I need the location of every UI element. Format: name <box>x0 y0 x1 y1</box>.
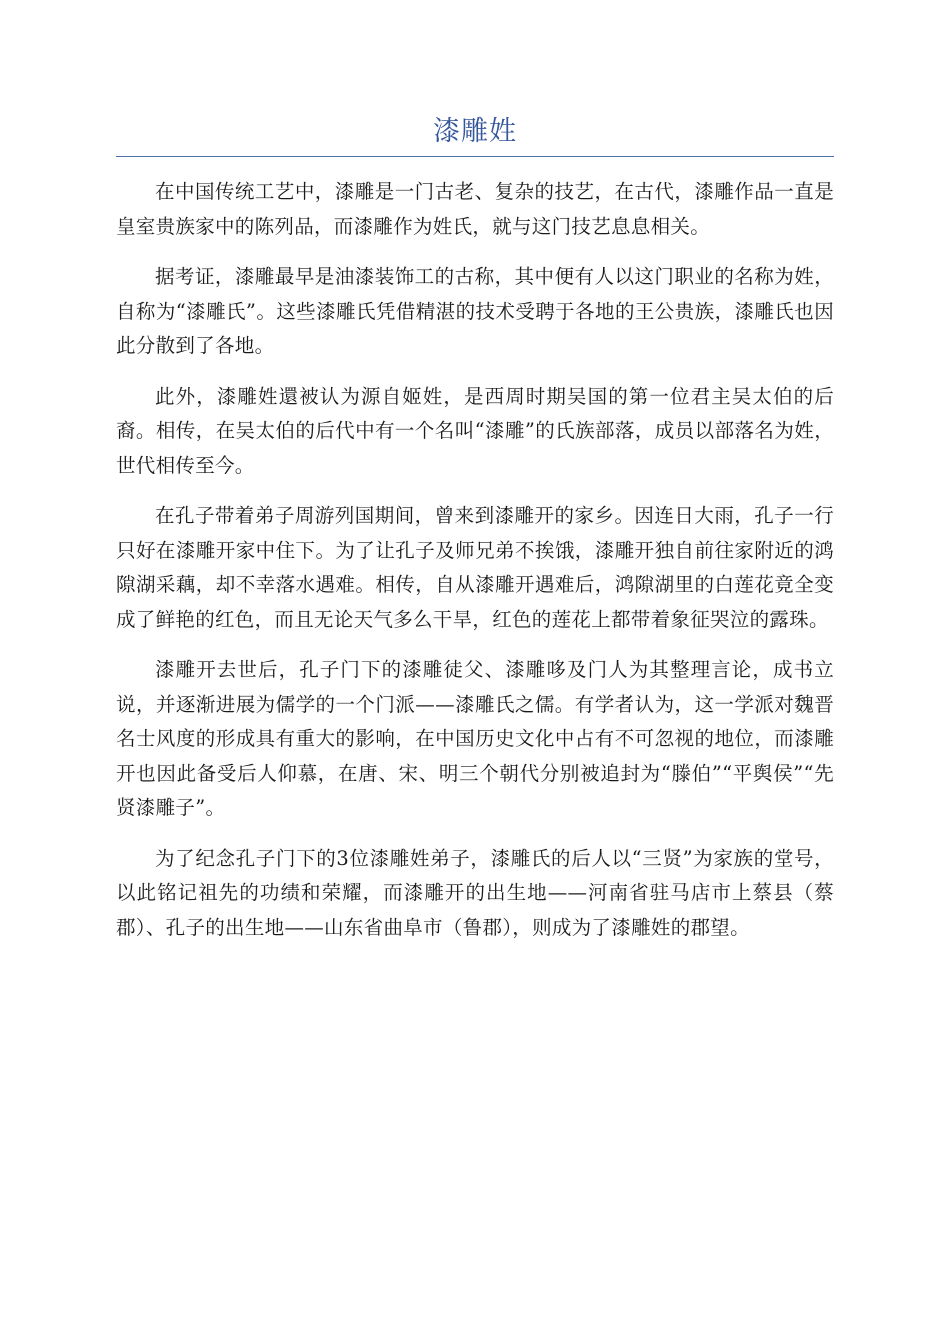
paragraph-3: 此外，漆雕姓還被认为源自姬姓，是西周时期吴国的第一位君主吴太伯的后裔。相传，在吴太伯的后代中有一个名叫“漆雕”的氏族部落，成员以部落名为姓，世代相传至今。 <box>116 384 834 477</box>
paragraph-5: 漆雕开去世后，孔子门下的漆雕徒父、漆雕哆及门人为其整理言论，成书立说，并逐渐进展为儒学的一个门派——漆雕氏之儒。有学者认为，这一学派对魏晋名士风度的形成具有重大的影响，在中国历史文化中占有不可忽视的地位，而漆雕开也因此备受后人仰慕，在唐、宋、明三个朝代分别被追封为“滕伯”“平舆侯”“先贤漆雕子”。 <box>116 658 834 819</box>
paragraph-2: 据考证，漆雕最早是油漆装饰工的古称，其中便有人以这门职业的名称为姓，自称为“漆雕氏”。这些漆雕氏凭借精湛的技术受聘于各地的王公贵族，漆雕氏也因此分散到了各地。 <box>116 265 834 357</box>
document-body <box>116 175 834 961</box>
title-block <box>116 112 834 157</box>
paragraph-1: 在中国传统工艺中，漆雕是一门古老、复杂的技艺，在古代，漆雕作品一直是皇室贵族家中的陈列品，而漆雕作为姓氏，就与这门技艺息息相关。 <box>116 180 834 238</box>
paragraph-6: 为了纪念孔子门下的3位漆雕姓弟子，漆雕氏的后人以“三贤”为家族的堂号，以此铭记祖先的功绩和荣耀，而漆雕开的出生地——河南省驻马店市上蔡县（蔡郡）、孔子的出生地——山东省曲阜市（鲁郡），则成为了漆雕姓的郡望。 <box>116 846 834 939</box>
paragraph-4: 在孔子带着弟子周游列国期间，曾来到漆雕开的家乡。因连日大雨，孔子一行只好在漆雕开家中住下。为了让孔子及师兄弟不挨饿，漆雕开独自前往家附近的鸿隙湖采藕，却不幸落水遇难。相传，自从漆雕开遇难后，鸿隙湖里的白莲花竟全变成了鲜艳的红色，而且无论天气多么干旱，红色的莲花上都带着象征哭泣的露珠。 <box>116 504 834 631</box>
page-title: 漆雕姓 <box>433 116 517 147</box>
